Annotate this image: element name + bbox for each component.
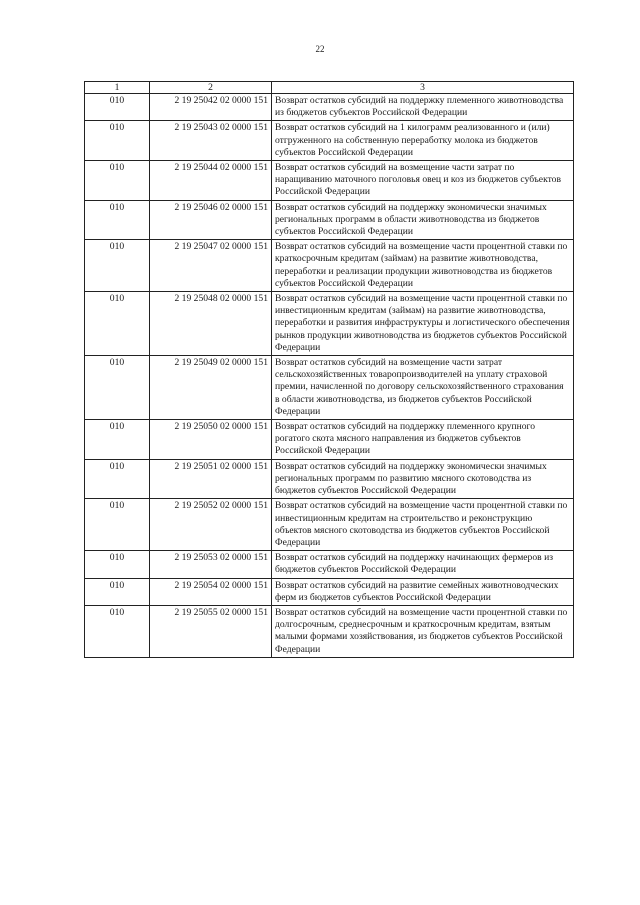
budget-classification-code-cell: 2 19 25046 02 0000 151 — [150, 200, 272, 240]
table-row — [85, 578, 574, 605]
budget-classification-code-cell: 2 19 25044 02 0000 151 — [150, 161, 272, 201]
description-cell: Возврат остатков субсидий на поддержку экономически значимых региональных программ в области животноводства из бюджетов субъектов Российской Федерации — [272, 200, 574, 240]
budget-classification-code-cell: 2 19 25050 02 0000 151 — [150, 420, 272, 460]
description-cell: Возврат остатков субсидий на возмещение части затрат по наращиванию маточного поголовья овец и коз из бюджетов субъектов Российской Федерации — [272, 161, 574, 201]
budget-classification-code-cell: 2 19 25051 02 0000 151 — [150, 459, 272, 499]
table-row — [85, 94, 574, 121]
description-cell: Возврат остатков субсидий на развитие семейных животноводческих ферм из бюджетов субъектов Российской Федерации — [272, 578, 574, 605]
description-cell: Возврат остатков субсидий на возмещение части процентной ставки по краткосрочным кредитам (займам) на развитие животноводства, переработки и реализации продукции животноводства из бюджетов субъектов Российской Федерации — [272, 240, 574, 292]
admin-code-cell: 010 — [85, 94, 150, 121]
admin-code-cell: 010 — [85, 578, 150, 605]
table-row — [85, 240, 574, 292]
admin-code-cell: 010 — [85, 420, 150, 460]
admin-code-cell: 010 — [85, 240, 150, 292]
description-cell: Возврат остатков субсидий на возмещение части процентной ставки по долгосрочным, среднесрочным и краткосрочным кредитам, взятым малыми формами хозяйствования, из бюджетов субъектов Российской Федерации — [272, 605, 574, 657]
table-header-row — [85, 82, 574, 94]
budget-classification-code-cell: 2 19 25049 02 0000 151 — [150, 356, 272, 420]
page-number: 22 — [315, 44, 325, 54]
admin-code-cell: 010 — [85, 292, 150, 356]
table-row — [85, 605, 574, 657]
description-cell: Возврат остатков субсидий на возмещение части процентной ставки по инвестиционным кредитам (займам) на развитие животноводства, переработки и развития инфраструктуры и логистического обеспечения рынков продукции животноводства из бюджетов субъектов Российской Федерации — [272, 292, 574, 356]
table-row — [85, 420, 574, 460]
budget-classification-code-cell: 2 19 25042 02 0000 151 — [150, 94, 272, 121]
table-row — [85, 459, 574, 499]
description-cell: Возврат остатков субсидий на поддержку племенного животноводства из бюджетов субъектов Российской Федерации — [272, 94, 574, 121]
admin-code-cell: 010 — [85, 121, 150, 161]
admin-code-cell: 010 — [85, 356, 150, 420]
column-header-1: 1 — [85, 82, 150, 94]
description-cell: Возврат остатков субсидий на возмещение части затрат сельскохозяйственных товаропроизводителей на уплату страховой премии, начисленной по договору сельскохозяйственного страхования в области животноводства, из бюджетов субъектов Российской Федерации — [272, 356, 574, 420]
table-row — [85, 356, 574, 420]
table-row — [85, 499, 574, 551]
table-row — [85, 161, 574, 201]
description-cell: Возврат остатков субсидий на 1 килограмм реализованного и (или) отгруженного на собственную переработку молока из бюджетов субъектов Российской Федерации — [272, 121, 574, 161]
admin-code-cell: 010 — [85, 605, 150, 657]
table-row — [85, 292, 574, 356]
description-cell: Возврат остатков субсидий на поддержку начинающих фермеров из бюджетов субъектов Российской Федерации — [272, 551, 574, 578]
admin-code-cell: 010 — [85, 161, 150, 201]
budget-classification-code-cell: 2 19 25043 02 0000 151 — [150, 121, 272, 161]
description-cell: Возврат остатков субсидий на поддержку экономически значимых региональных программ по развитию мясного скотоводства из бюджетов субъектов Российской Федерации — [272, 459, 574, 499]
description-cell: Возврат остатков субсидий на возмещение части процентной ставки по инвестиционным кредитам на строительство и реконструкцию объектов мясного скотоводства из бюджетов субъектов Российской Федерации — [272, 499, 574, 551]
description-cell: Возврат остатков субсидий на поддержку племенного крупного рогатого скота мясного направления из бюджетов субъектов Российской Федерации — [272, 420, 574, 460]
table-row — [85, 121, 574, 161]
admin-code-cell: 010 — [85, 499, 150, 551]
table-row — [85, 551, 574, 578]
admin-code-cell: 010 — [85, 200, 150, 240]
admin-code-cell: 010 — [85, 459, 150, 499]
budget-classification-code-cell: 2 19 25055 02 0000 151 — [150, 605, 272, 657]
budget-code-table — [84, 81, 574, 658]
budget-classification-code-cell: 2 19 25047 02 0000 151 — [150, 240, 272, 292]
budget-classification-code-cell: 2 19 25048 02 0000 151 — [150, 292, 272, 356]
budget-classification-code-cell: 2 19 25052 02 0000 151 — [150, 499, 272, 551]
table-row — [85, 200, 574, 240]
budget-classification-code-cell: 2 19 25054 02 0000 151 — [150, 578, 272, 605]
column-header-3: 3 — [272, 82, 574, 94]
column-header-2: 2 — [150, 82, 272, 94]
budget-classification-code-cell: 2 19 25053 02 0000 151 — [150, 551, 272, 578]
admin-code-cell: 010 — [85, 551, 150, 578]
